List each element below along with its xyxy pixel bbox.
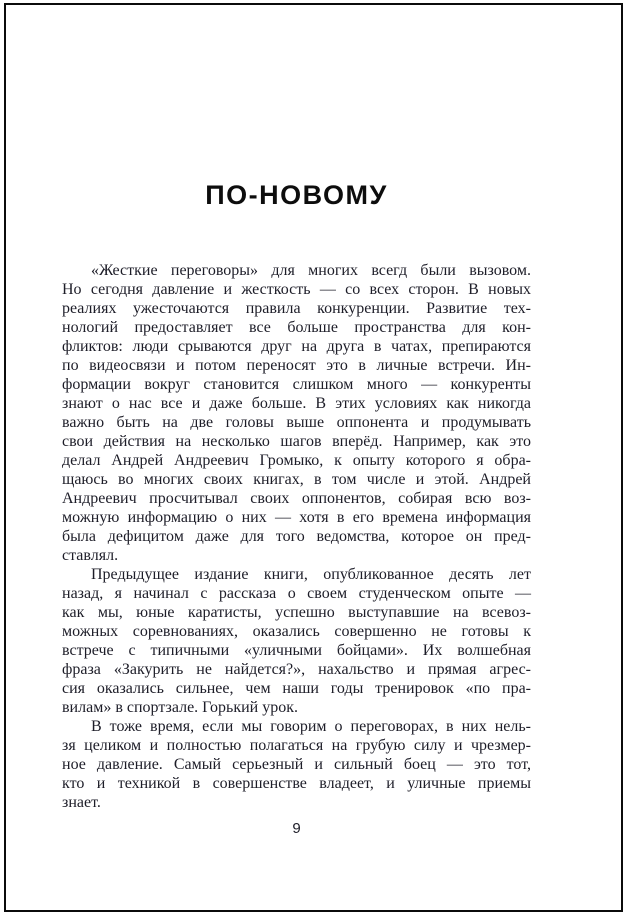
text-line: делал Андрей Андреевич Громыко, к опыту которого я обра- (62, 452, 531, 469)
text-line: ное давление. Самый серьезный и сильный боец — это тот, (62, 756, 531, 773)
text-line: была дефицитом даже для того ведомства, которое он пред- (62, 528, 531, 545)
text-line: как мы, юные каратисты, успешно выступавшие на всевоз- (62, 604, 531, 621)
text-line: встрече с типичными «уличными бойцами». Их волшебная (62, 642, 531, 659)
text-line: зя целиком и полностью полагаться на грубую силу и чрезмер- (62, 737, 531, 754)
text-line: важно быть на две головы выше оппонента и продумывать (62, 414, 531, 431)
text-line: реалиях ужесточаются правила конкуренции. Развитие тех- (62, 300, 531, 317)
text-line: сия оказались сильнее, чем наши годы тренировок «по пра- (62, 680, 531, 697)
text-line: вилам» в спортзале. Горький урок. (62, 699, 298, 716)
text-line: знают о нас все и даже больше. В этих условиях как никогда (62, 395, 531, 412)
text-line: нологий предоставляет все больше пространства для кон- (62, 319, 531, 336)
text-line: формации вокруг становится слишком много — конкуренты (62, 376, 531, 393)
chapter-title: ПО-НОВОМУ (205, 180, 388, 210)
text-line: Андреевич просчитывал своих оппонентов, собирая всю воз- (62, 490, 531, 507)
text-line: Предыдущее издание книги, опубликованное десять лет (91, 566, 531, 583)
text-line: фликтов: люди срываются друг на друга в чатах, препираются (62, 338, 531, 355)
text-line: по видеосвязи и потом переносят это в личные встречи. Ин- (62, 357, 531, 374)
text-line: можную информацию о них — хотя в его времена информация (62, 509, 531, 526)
text-line: фраза «Закурить не найдется?», нахальство и прямая агрес- (62, 661, 531, 678)
text-line: В тоже время, если мы говорим о переговорах, в них нель- (91, 718, 531, 735)
text-line: знает. (62, 794, 101, 811)
page-number: 9 (292, 820, 301, 837)
text-line: назад, я начинал с рассказа о своем студенческом опыте — (62, 585, 531, 602)
text-line: кто и техникой в совершенстве владеет, и уличные приемы (62, 775, 531, 792)
text-line: ставлял. (62, 547, 119, 564)
text-line: можных соревнованиях, оказались совершенно не готовы к (62, 623, 531, 640)
text-block (62, 261, 531, 812)
text-line: щаюсь во многих своих книгах, в том числе и этой. Андрей (62, 471, 531, 488)
text-line: Но сегодня давление и жесткость — со всех сторон. В новых (62, 281, 531, 298)
text-line: свои действия на несколько шагов вперёд. Например, как это (62, 433, 531, 450)
text-line: «Жесткие переговоры» для многих всегд были вызовом. (91, 262, 531, 279)
